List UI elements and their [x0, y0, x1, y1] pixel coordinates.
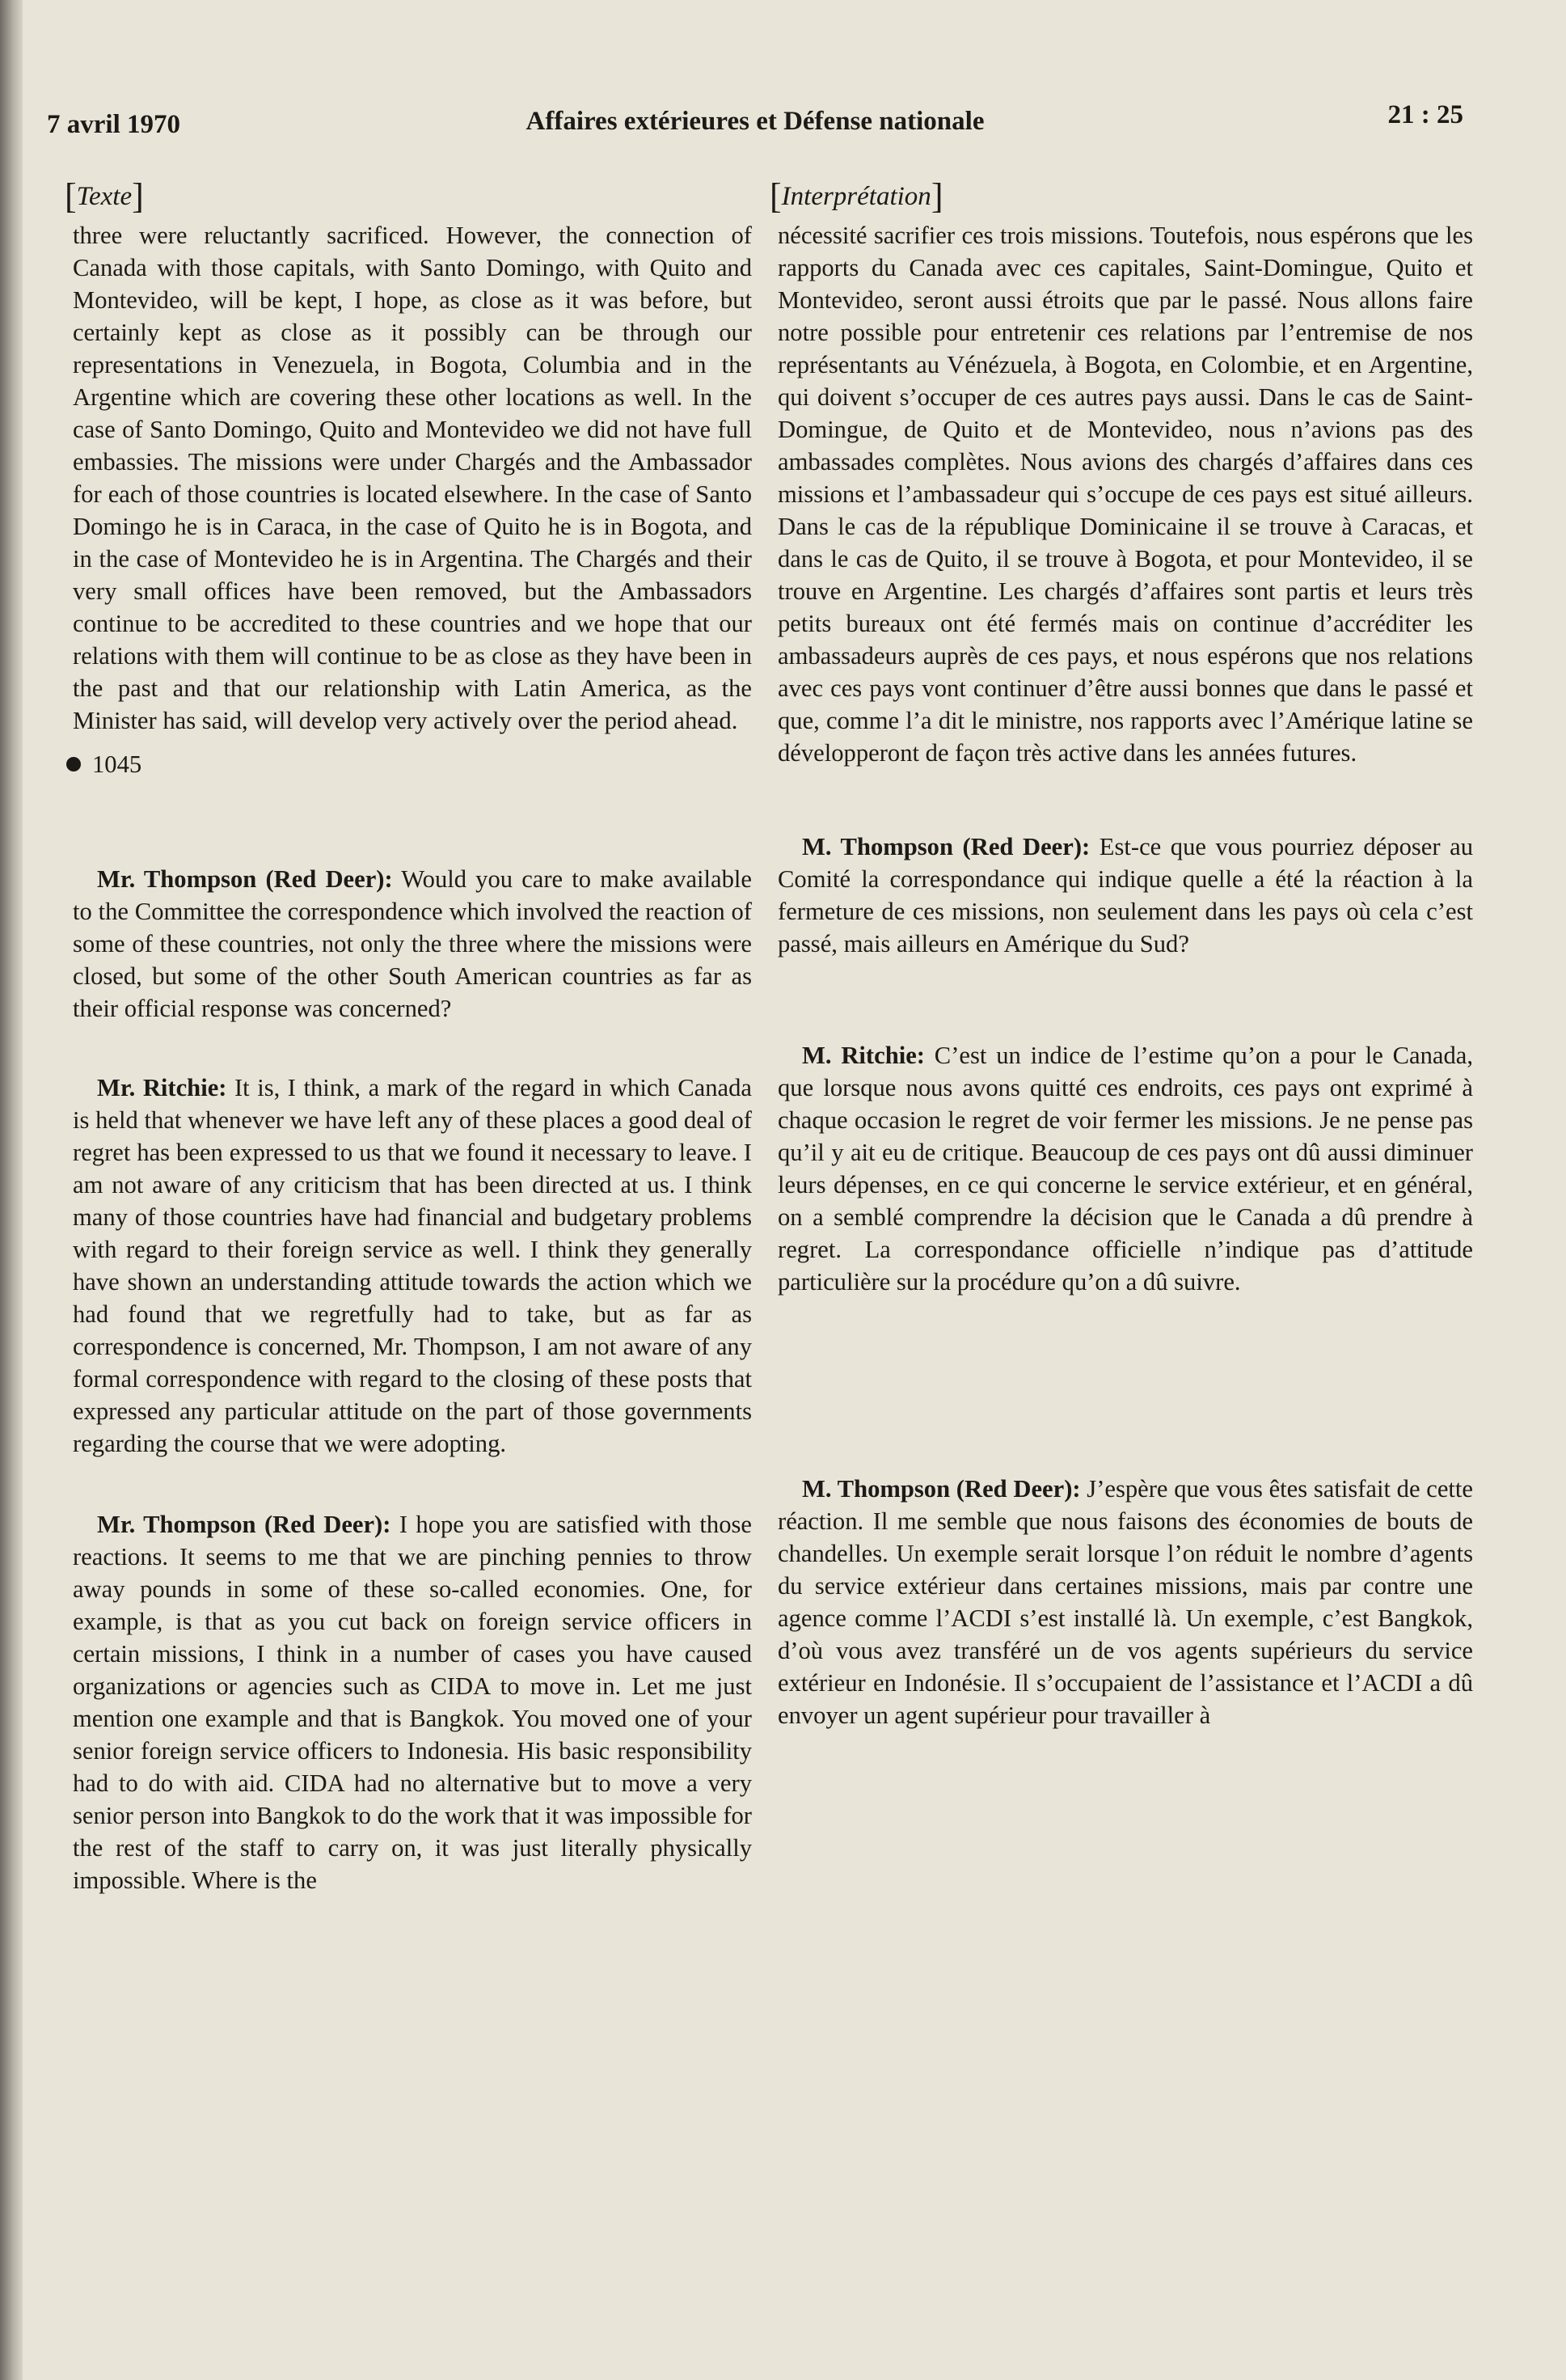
page-header [47, 95, 1463, 144]
speaker-name: Mr. Ritchie: [97, 1074, 227, 1101]
speech-text: It is, I think, a mark of the regard in which Canada is held that whenever we have left any of these places a good deal of regret has been expressed to us that we found it necessary to leave. I am not aware of any criticism that has been directed at us. I think many of those countries have had financial and budgetary problems with regard to their foreign service as well. I think they generally have shown an understanding attitude towards the action which we had found that we regretfully had to take, but as far as correspondence is concerned, Mr. Thompson, I am not aware of any formal correspondence with regard to the closing of these posts that expressed any particular attitude on the part of those governments regarding the course that we were adopting. [73, 1074, 752, 1457]
paragraph-4 [778, 1473, 1473, 1731]
paragraph-1: three were reluctantly sacrificed. However, the connection of Canada with those capitals, with Santo Domingo, with Quito and Montevideo, will be kept, I hope, as close as it was before, but certainly kept as close as it possibly can be through our representations in Venezuela, in Bogota, Columbia and in the Argentine which are covering these other locations as well. In the case of Santo Domingo, Quito and Montevideo we did not have full embassies. The missions were under Chargés and the Ambassador for each of those countries is located elsewhere. In the case of Santo Domingo he is in Caraca, in the case of Quito he is in Bogota, and in the case of Montevideo he is in Argentina. The Chargés and their very small offices have been removed, but the Ambassadors continue to be accredited to these countries and we hope that our relations with them will continue to be as close as they have been in the past and that our relationship with Latin America, as the Minister has said, will develop very actively over the period ahead. [73, 222, 752, 734]
speaker-name: Mr. Thompson (Red Deer): [97, 865, 393, 893]
speech-text: Would you care to make available to the Committee the correspondence which involved the reaction of some of these countries, not only the three where the missions were closed, but some of the other South American countries as far as their official response was concerned? [73, 865, 752, 1022]
header-title: Affaires extérieures et Défense nationale [526, 107, 985, 136]
speaker-name: M. Ritchie: [802, 1042, 925, 1069]
paragraph-4 [73, 1508, 752, 1896]
speech-text: I hope you are satisfied with those reactions. It seems to me that we are pinching pennies to throw away pounds in some of these so-called economies. One, for example, is that as you cut back on foreign service officers in certain missions, I think in a number of cases you have caused organizations or agencies such as CIDA to move in. Let me just mention one example and that is Bangkok. You moved one of your senior foreign service officers to Indonesia. His basic responsibility had to do with aid. CIDA had no alternative but to move a very senior person into Bangkok to do the work that it was impossible for the rest of the staff to carry on, it was just literally physically impossible. Where is the [73, 1511, 752, 1894]
time-marker [66, 748, 752, 780]
label-text: Texte [76, 182, 133, 211]
bracket-close: ] [931, 176, 943, 216]
bullet-icon [66, 757, 81, 771]
bracket-open: [ [65, 176, 77, 216]
paragraph-2 [778, 831, 1473, 960]
paragraph-1: nécessité sacrifier ces trois missions. Toutefois, nous espérons que les rapports du Canada avec ces capitales, Saint-Domingue, Quito et Montevideo, seront aussi étroits que par le passé. Nous allons faire notre possible pour entretenir ces relations par l’entremise de nos représentants au Vénézuela, à Bogota, en Colombie, et en Argentine, qui doivent s’occuper de ces autres pays aussi. Dans le cas de Saint-Domingue, de Quito et de Montevideo, nous n’avions pas des ambassades complètes. Nous avions des chargés d’affaires dans ces missions et l’ambassadeur qui s’occupe de ces pays est situé ailleurs. Dans le cas de la république Dominicaine il se trouve à Caracas, et dans le cas de Quito, il se trouve à Bogota, et pour Montevideo, il se trouve en Argentine. Les chargés d’affaires sont partis et leurs très petits bureaux ont été fermés mais on continue d’accréditer les ambassadeurs auprès de ces pays, et nous espérons que nos relations avec ces pays vont continuer d’être aussi bonnes que dans le passé et que, comme l’a dit le ministre, nos rapports avec l’Amérique latine se développeront de façon très active dans les années futures. [778, 222, 1473, 767]
header-date: 7 avril 1970 [47, 110, 180, 139]
speech-text: C’est un indice de l’estime qu’on a pour le Canada, que lorsque nous avons quitté ces endroits, ces pays ont exprimé à chaque occasion le regret de voir fermer les missions. Je ne pense pas qu’il y ait eu de critique. Beaucoup de ces pays ont dû aussi diminuer leurs dépenses, en ce qui concerne le service extérieur, et en général, on a semblé comprendre la décision que le Canada a dû prendre à regret. La correspondance officielle n’indique pas d’attitude particulière sur la procédure qu’on a dû suivre. [778, 1042, 1473, 1296]
english-column [65, 174, 752, 2196]
language-label-english [65, 174, 752, 219]
label-text: Interprétation [781, 182, 931, 211]
book-spine-shadow [0, 0, 23, 2380]
bracket-open: [ [770, 176, 782, 216]
bracket-close: ] [132, 176, 144, 216]
time-marker-label: 1045 [92, 750, 142, 778]
paragraph-2 [73, 863, 752, 1025]
language-label-french [770, 174, 1473, 219]
speech-text: J’espère que vous êtes satisfait de cette réaction. Il me semble que nous faisons des économies de bouts de chandelles. Un exemple serait lorsque l’on réduit le nombre d’agents du service extérieur dans certaines missions, mais par contre une agence comme l’ACDI s’est installé là. Un exemple, c’est Bangkok, d’où vous avez transféré un de vos agents supérieurs du service extérieur en Indonésie. Il s’occupaient de l’assistance et l’ACDI a dû envoyer un agent supérieur pour travailler à [778, 1475, 1473, 1729]
speaker-name: M. Thompson (Red Deer): [802, 1475, 1081, 1503]
french-column [770, 174, 1474, 2196]
speaker-name: M. Thompson (Red Deer): [802, 833, 1091, 860]
speech-text: Est-ce que vous pourriez déposer au Comité la correspondance qui indique quelle a été la réaction à la fermeture de ces missions, non seulement dans les pays où cela c’est passé, mais ailleurs en Amérique du Sud? [778, 833, 1474, 957]
paragraph-3 [778, 1039, 1473, 1298]
speaker-name: Mr. Thompson (Red Deer): [97, 1511, 391, 1538]
header-page-number: 21 : 25 [1387, 100, 1463, 129]
paragraph-3 [73, 1072, 752, 1460]
